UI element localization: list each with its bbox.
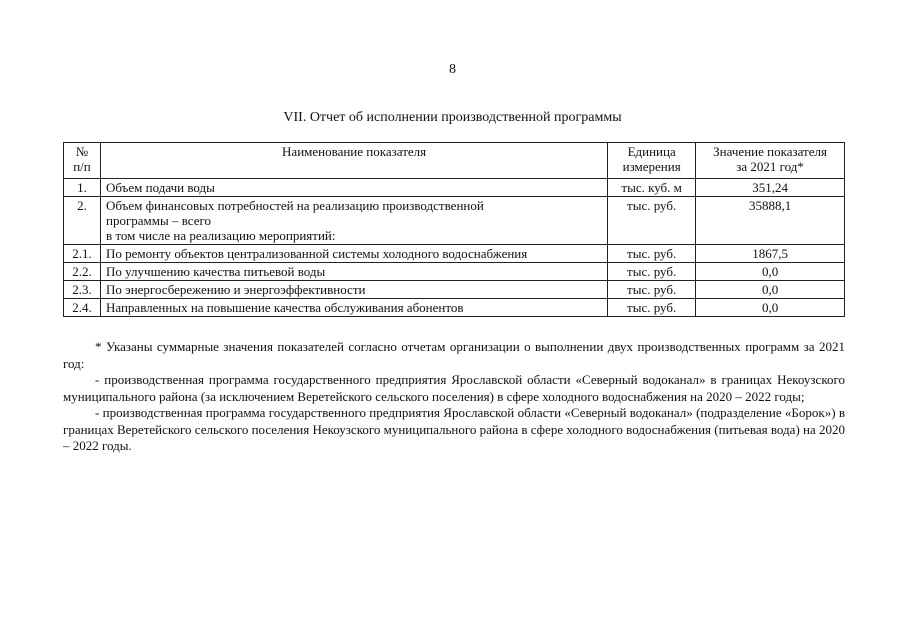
row-num: 2.4. xyxy=(64,299,101,317)
row-unit: тыс. руб. xyxy=(608,197,696,245)
header-unit: Единица измерения xyxy=(608,143,696,179)
section-title: VII. Отчет об исполнении производственной программы xyxy=(283,110,622,125)
row-unit: тыс. куб. м xyxy=(608,179,696,197)
header-value: Значение показателя за 2021 год* xyxy=(696,143,845,179)
footnote-item: - производственная программа государственного предприятия Ярославской области «Северный водоканал» в границах Некоузского муниципального района (за исключением Веретейского сельского поселения) в сфере холодного водоснабжения на 2020 – 2022 годы; xyxy=(63,372,845,404)
row-name: По ремонту объектов централизованной системы холодного водоснабжения xyxy=(100,245,607,263)
row-name: Объем подачи воды xyxy=(100,179,607,197)
row-num: 2.3. xyxy=(64,281,101,299)
row-name: Направленных на повышение качества обслуживания абонентов xyxy=(100,299,607,317)
table-row xyxy=(64,197,845,245)
row-unit: тыс. руб. xyxy=(608,299,696,317)
row-value: 0,0 xyxy=(696,263,845,281)
row-num: 1. xyxy=(64,179,101,197)
row-name: По улучшению качества питьевой воды xyxy=(100,263,607,281)
row-unit: тыс. руб. xyxy=(608,263,696,281)
row-num: 2. xyxy=(64,197,101,245)
table-row xyxy=(64,245,845,263)
table-row xyxy=(64,281,845,299)
row-name: Объем финансовых потребностей на реализацию производственной программы – всего в том числе на реализацию мероприятий: xyxy=(100,197,607,245)
row-value: 0,0 xyxy=(696,281,845,299)
row-unit: тыс. руб. xyxy=(608,281,696,299)
row-value: 35888,1 xyxy=(696,197,845,245)
table-header xyxy=(64,143,845,179)
table-row xyxy=(64,299,845,317)
header-name: Наименование показателя xyxy=(100,143,607,179)
table-row xyxy=(64,263,845,281)
table-row xyxy=(64,179,845,197)
report-table xyxy=(63,142,845,317)
header-num: № п/п xyxy=(64,143,101,179)
row-unit: тыс. руб. xyxy=(608,245,696,263)
row-num: 2.2. xyxy=(64,263,101,281)
footnote xyxy=(63,339,845,455)
row-value: 0,0 xyxy=(696,299,845,317)
page-number: 8 xyxy=(449,62,456,77)
row-value: 1867,5 xyxy=(696,245,845,263)
table-body xyxy=(64,179,845,317)
row-value: 351,24 xyxy=(696,179,845,197)
row-name: По энергосбережению и энергоэффективности xyxy=(100,281,607,299)
footnote-intro: * Указаны суммарные значения показателей согласно отчетам организации о выполнении двух производственных программ за 2021 год: xyxy=(63,339,845,371)
row-num: 2.1. xyxy=(64,245,101,263)
footnote-item: - производственная программа государственного предприятия Ярославской области «Северный водоканал» (подразделение «Борок») в границах Веретейского сельского поселения Некоузского муниципального района в сфере холодного водоснабжения (питьевая вода) на 2020 – 2022 годы. xyxy=(63,405,845,453)
